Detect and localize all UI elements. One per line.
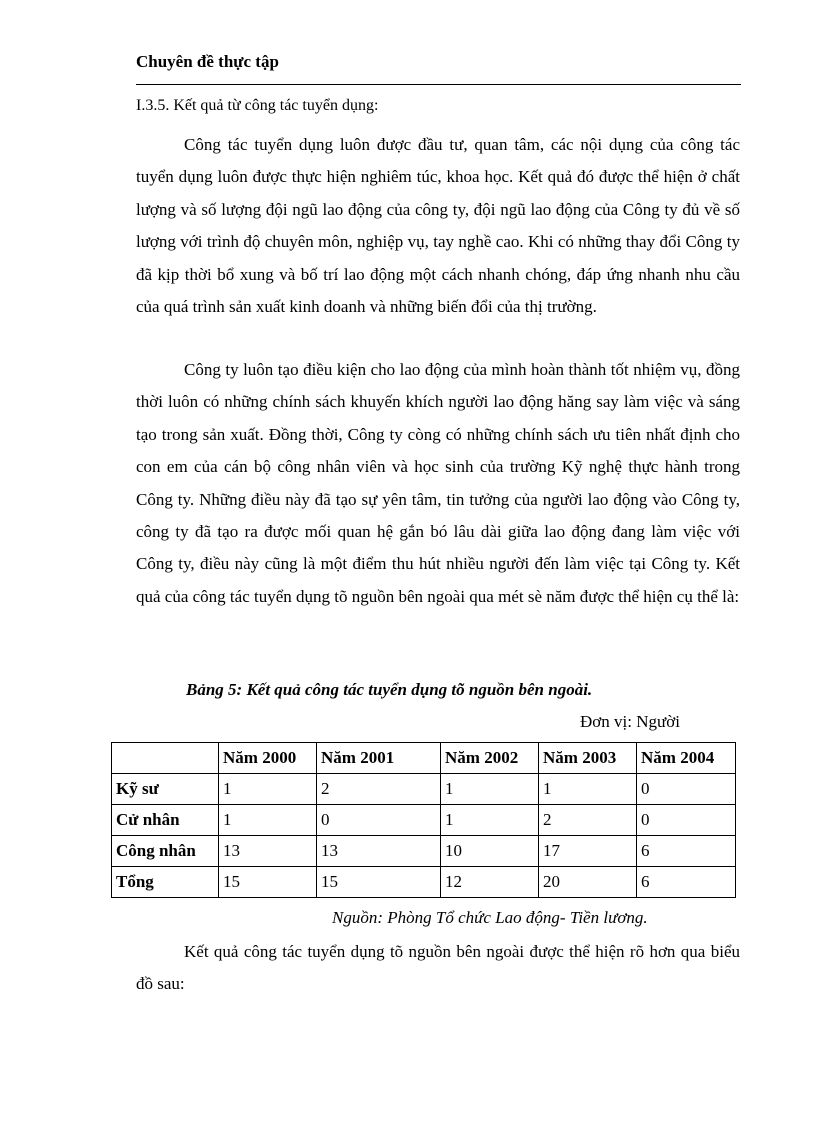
- table-caption: Bảng 5: Kết quả công tác tuyển dụng tõ nguồn bên ngoài.: [186, 680, 593, 699]
- table-row: [112, 836, 736, 867]
- row-label: Kỹ sư: [112, 774, 219, 805]
- table-cell: 0: [637, 774, 736, 805]
- column-header: Năm 2003: [539, 743, 637, 774]
- table-cell: 1: [441, 774, 539, 805]
- table-row: [112, 774, 736, 805]
- table-cell: 1: [219, 805, 317, 836]
- table-row: [112, 867, 736, 898]
- table-source-note: Nguồn: Phòng Tổ chức Lao động- Tiền lương.: [332, 908, 648, 927]
- table-cell: 15: [317, 867, 441, 898]
- table-cell: 15: [219, 867, 317, 898]
- column-header: Năm 2000: [219, 743, 317, 774]
- table-cell: 6: [637, 836, 736, 867]
- row-label: Công nhân: [112, 836, 219, 867]
- table-corner-cell: [112, 743, 219, 774]
- table-row: [112, 805, 736, 836]
- table-cell: 1: [441, 805, 539, 836]
- column-header: Năm 2004: [637, 743, 736, 774]
- column-header: Năm 2001: [317, 743, 441, 774]
- table-cell: 12: [441, 867, 539, 898]
- paragraph-3: Kết quả công tác tuyển dụng tõ nguồn bên ngoài được thể hiện rõ hơn qua biểu đồ sau:: [136, 942, 740, 994]
- table-cell: 0: [317, 805, 441, 836]
- table-cell: 2: [317, 774, 441, 805]
- recruitment-table: [111, 742, 736, 898]
- table-cell: 6: [637, 867, 736, 898]
- header-divider: [136, 84, 741, 85]
- table-cell: 20: [539, 867, 637, 898]
- table-unit: Đơn vị: Người: [580, 712, 680, 731]
- table-cell: 1: [539, 774, 637, 805]
- page-header-title: Chuyên đề thực tập: [136, 52, 279, 71]
- table-header-row: [112, 743, 736, 774]
- table-cell: 0: [637, 805, 736, 836]
- section-title: I.3.5. Kết quả từ công tác tuyển dụng:: [136, 97, 379, 114]
- paragraph-1: Công tác tuyển dụng luôn được đầu tư, quan tâm, các nội dụng của công tác tuyển dụng luôn được thực hiện nghiêm túc, khoa học. Kết quả đó được thể hiện ở chất lượng và số lượng đội ngũ lao động của công ty, đội ngũ lao động của Công ty đủ về số lượng với trình độ chuyên môn, nghiệp vụ, tay nghề cao. Khi có những thay đổi Công ty đã kịp thời bổ xung và bố trí lao động một cách nhanh chóng, đáp ứng nhanh nhu cầu của quá trình sản xuất kinh doanh và những biến đổi của thị trường.: [136, 135, 740, 317]
- table-cell: 13: [317, 836, 441, 867]
- paragraph-2: Công ty luôn tạo điều kiện cho lao động của mình hoàn thành tốt nhiệm vụ, đồng thời luôn có những chính sách khuyến khích người lao động hăng say làm việc và sáng tạo trong sản xuất. Đồng thời, Công ty còng có những chính sách ưu tiên nhất định cho con em của cán bộ công nhân viên và học sinh của trường Kỹ nghệ thực hành trong Công ty. Những điều này đã tạo sự yên tâm, tin tưởng của người lao động vào Công ty, công ty đã tạo ra được mối quan hệ gắn bó lâu dài giữa lao động đang làm việc với Công ty, điều này cũng là một điểm thu hút nhiều người đến làm việc tại Công ty. Kết quả của công tác tuyển dụng tõ nguồn bên ngoài qua mét sè năm được thể hiện cụ thể là:: [136, 360, 740, 606]
- row-label: Tổng: [112, 867, 219, 898]
- table-cell: 13: [219, 836, 317, 867]
- row-label: Cử nhân: [112, 805, 219, 836]
- table-cell: 2: [539, 805, 637, 836]
- column-header: Năm 2002: [441, 743, 539, 774]
- table-cell: 1: [219, 774, 317, 805]
- table-cell: 10: [441, 836, 539, 867]
- table-cell: 17: [539, 836, 637, 867]
